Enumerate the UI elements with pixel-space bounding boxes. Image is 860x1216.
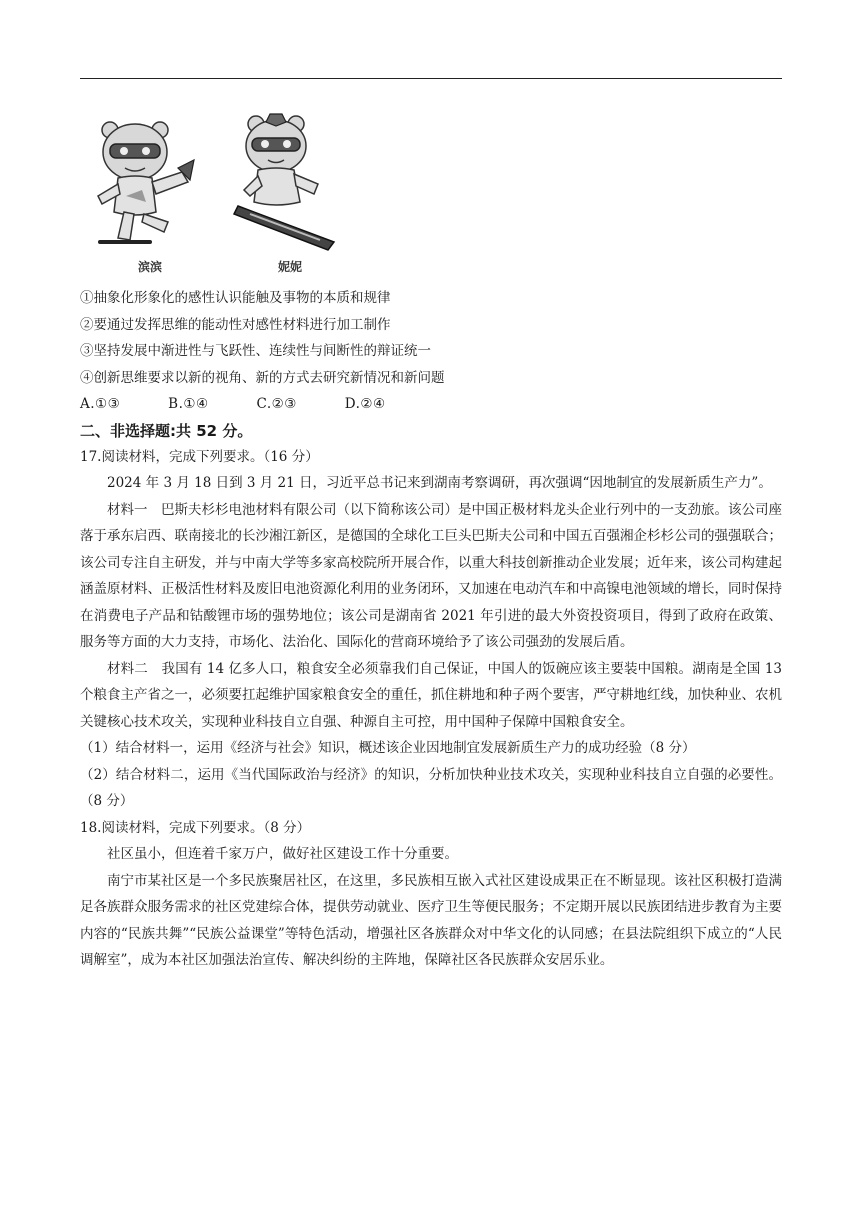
- q17-subquestion-1: （1）结合材料一，运用《经济与社会》知识，概述该企业因地制宜发展新质生产力的成功经验（8 分）: [80, 740, 696, 756]
- header-rule: [80, 78, 782, 79]
- mascot-figure: [90, 110, 350, 275]
- tiger-mascot-snowboard-icon: [230, 110, 350, 255]
- mascot-label: 妮妮: [277, 260, 302, 274]
- question-content: [80, 285, 782, 974]
- q17-intro: 2024 年 3 月 18 日到 3 月 21 日，习近平总书记来到湖南考察调研，再次强调“因地制宜的发展新质生产力”。: [107, 475, 772, 491]
- answer-options: A.①③ B.①④ C.②③ D.②④: [80, 396, 386, 412]
- q17-material-1: 材料一 巴斯夫杉杉电池材料有限公司（以下简称该公司）是中国正极材料龙头企业行列中的一支劲旅。该公司座落于承东启西、联南接北的长沙湘江新区，是德国的全球化工巨头巴斯夫公司和中国五百强湘企杉杉公司的强强联合；该公司专注自主研发，并与中南大学等多家高校院所开展合作，以重大科技创新推动企业发展；近年来，该公司构建起涵盖原材料、正极活性材料及废旧电池资源化利用的业务闭环，又加速在电动汽车和中高镍电池领域的增长，同时保持在消费电子产品和钴酸锂市场的强势地位；该公司是湖南省 2021 年引进的最大外资投资项目，得到了政府在政策、服务等方面的大力支持，市场化、法治化、国际化的营商环境给予了该公司强劲的发展后盾。: [80, 501, 782, 650]
- section-heading: 二、非选择题:共 52 分。: [80, 421, 253, 440]
- tiger-mascot-skiing-icon: [90, 110, 210, 255]
- q18-intro: 社区虽小，但连着千家万户，做好社区建设工作十分重要。: [107, 846, 458, 862]
- statement-2: ②要通过发挥思维的能动性对感性材料进行加工制作: [80, 316, 391, 333]
- statement-3: ③坚持发展中渐进性与飞跃性、连续性与间断性的辩证统一: [80, 343, 431, 359]
- q18-material: 南宁市某社区是一个多民族聚居社区，在这里，多民族相互嵌入式社区建设成果正在不断显现。该社区积极打造满足各族群众服务需求的社区党建综合体，提供劳动就业、医疗卫生等便民服务；不定期开展以民族团结进步教育为主要内容的“民族共舞”“民族公益课堂”等特色活动，增强社区各族群众对中华文化的认同感；在县法院组织下成立的“人民调解室”，成为本社区加强法治宣传、解决纠纷的主阵地，保障社区各民族群众安居乐业。: [80, 872, 782, 968]
- q18-title: 18.阅读材料，完成下列要求。（8 分）: [80, 819, 311, 836]
- mascot-binbin: [90, 110, 210, 275]
- q17-title: 17.阅读材料，完成下列要求。（16 分）: [80, 448, 319, 465]
- mascot-label: 滨滨: [137, 260, 162, 274]
- q17-subquestion-2: （2）结合材料二，运用《当代国际政治与经济》的知识，分析加快种业技术攻关，实现种业科技自立自强的必要性。（8 分）: [80, 766, 782, 809]
- statement-1: ①抽象化形象化的感性认识能触及事物的本质和规律: [80, 290, 391, 306]
- statement-4: ④创新思维要求以新的视角、新的方式去研究新情况和新问题: [80, 369, 445, 386]
- q17-material-2: 材料二 我国有 14 亿多人口，粮食安全必须靠我们自己保证，中国人的饭碗应该主要装中国粮。湖南是全国 13 个粮食主产省之一，必须要扛起维护国家粮食安全的重任，抓住耕地和种子两个要害，严守耕地红线，加快种业、农机关键核心技术攻关，实现种业科技自立自强、种源自主可控，用中国种子保障中国粮食安全。: [80, 660, 782, 730]
- mascot-nini: [230, 110, 350, 275]
